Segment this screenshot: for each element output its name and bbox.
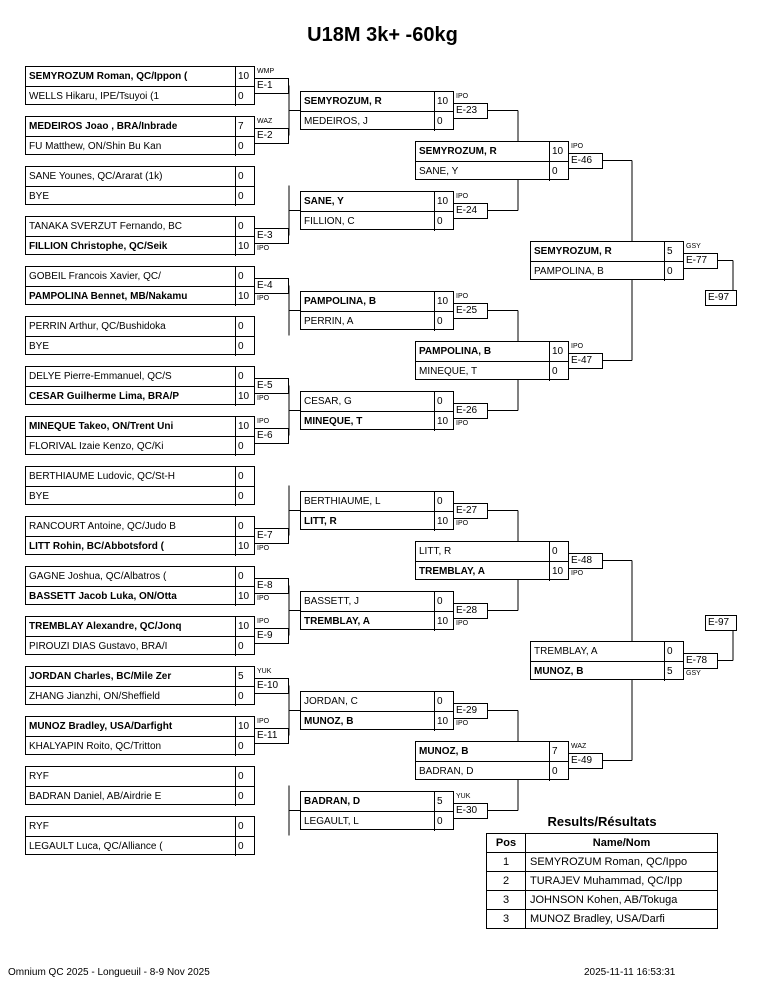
competitor-name: LEGAULT, L [304,816,359,827]
match-entry [415,341,569,380]
competitor-name: RYF [29,771,49,782]
footer-event: Omnium QC 2025 - Longueuil - 8-9 Nov 2025 [8,967,210,978]
competitor-slot [26,117,254,136]
competitor-score: 0 [664,262,683,281]
win-method-tag: IPO [456,192,469,200]
competitor-name: GOBEIL Francois Xavier, QC/ [29,271,161,282]
competitor-score: 0 [434,312,453,331]
competitor-name: BYE [29,491,50,502]
competitor-name: LITT, R [419,546,452,557]
win-method-tag: WAZ [571,742,587,750]
competitor-name: PERRIN, A [304,316,354,327]
competitor-score: 0 [235,317,254,336]
competitor-score: 0 [235,767,254,786]
result-name: JOHNSON Kohen, AB/Tokuga [526,891,718,910]
footer-timestamp: 2025-11-11 16:53:31 [584,967,676,978]
competitor-slot [301,292,453,311]
competitor-name: RANCOURT Antoine, QC/Judo B [29,521,176,532]
competitor-slot [301,511,453,531]
competitor-name: PAMPOLINA, B [419,346,492,357]
competitor-score: 0 [235,167,254,186]
win-method-tag: IPO [456,619,469,627]
competitor-score: 0 [235,837,254,856]
competitor-name: LEGAULT Luca, QC/Alliance ( [29,841,163,852]
results-row [487,910,718,929]
competitor-slot [531,242,683,261]
match-number: E-23 [453,103,488,119]
competitor-slot [416,161,568,181]
competitor-score: 7 [549,742,568,761]
competitor-score: 10 [235,587,254,606]
match-number: E-10 [254,678,289,694]
competitor-slot [26,667,254,686]
competitor-score: 10 [235,417,254,436]
match-number: E-49 [568,753,603,769]
match-number: E-5 [254,378,289,394]
competitor-score: 0 [549,162,568,181]
competitor-name: JORDAN Charles, BC/Mile Zer [29,671,172,682]
match-number: E-24 [453,203,488,219]
win-method-tag: IPO [456,519,469,527]
competitor-name: PAMPOLINA Bennet, MB/Nakamu [29,291,188,302]
competitor-slot [301,611,453,631]
competitor-slot [26,67,254,86]
competitor-name: TREMBLAY, A [534,646,598,657]
match-number: E-11 [254,728,289,744]
competitor-slot [416,542,568,561]
match-entry [25,116,255,155]
result-pos: 3 [487,910,526,929]
competitor-name: SANE Younes, QC/Ararat (1k) [29,171,163,182]
competitor-slot [26,586,254,606]
competitor-score: 0 [235,187,254,206]
competitor-score: 5 [664,662,683,681]
competitor-score: 0 [434,492,453,511]
competitor-score: 5 [434,792,453,811]
competitor-name: RYF [29,821,49,832]
competitor-name: WELLS Hikaru, IPE/Tsuyoi (1 [29,91,160,102]
competitor-score: 0 [235,367,254,386]
match-number: E-25 [453,303,488,319]
competitor-score: 0 [235,337,254,356]
competitor-slot [26,467,254,486]
competitor-score: 0 [235,137,254,156]
competitor-slot [26,186,254,206]
competitor-score: 10 [434,612,453,631]
competitor-slot [26,367,254,386]
competitor-slot [301,411,453,431]
competitor-score: 0 [235,437,254,456]
competitor-slot [26,717,254,736]
competitor-name: BADRAN, D [304,796,361,807]
result-name: MUNOZ Bradley, USA/Darfi [526,910,718,929]
match-entry [25,166,255,205]
match-number: E-97 [705,615,737,631]
competitor-slot [26,317,254,336]
competitor-slot [26,167,254,186]
results-header-pos: Pos [487,834,526,853]
match-number: E-48 [568,553,603,569]
win-method-tag: IPO [257,244,270,252]
competitor-slot [26,736,254,756]
competitor-slot [416,342,568,361]
match-number: E-47 [568,353,603,369]
competitor-name: TREMBLAY, A [419,566,485,577]
competitor-name: MUNOZ, B [419,746,469,757]
competitor-slot [301,392,453,411]
competitor-name: MUNOZ Bradley, USA/Darfight [29,721,173,732]
competitor-score: 0 [434,592,453,611]
results-row [487,853,718,872]
competitor-name: FILLION Christophe, QC/Seik [29,241,168,252]
competitor-slot [26,636,254,656]
competitor-score: 0 [434,112,453,131]
competitor-score: 0 [434,212,453,231]
competitor-name: JORDAN, C [304,696,358,707]
match-number: E-29 [453,703,488,719]
match-number: E-77 [683,253,718,269]
page-title: U18M 3k+ -60kg [307,24,458,46]
competitor-name: SEMYROZUM, R [419,146,497,157]
competitor-name: TREMBLAY Alexandre, QC/Jonq [29,621,182,632]
match-number: E-3 [254,228,289,244]
result-name: TURAJEV Muhammad, QC/Ipp [526,872,718,891]
competitor-name: LITT, R [304,516,337,527]
win-method-tag: IPO [257,417,270,425]
competitor-slot [301,192,453,211]
competitor-slot [301,792,453,811]
competitor-slot [26,336,254,356]
competitor-score: 10 [235,387,254,406]
win-method-tag: IPO [456,719,469,727]
match-entry [25,716,255,755]
competitor-slot [301,592,453,611]
competitor-score: 10 [434,412,453,431]
competitor-name: BERTHIAUME, L [304,496,381,507]
competitor-name: BASSETT Jacob Luka, ON/Otta [29,591,177,602]
competitor-slot [416,142,568,161]
match-entry [530,241,684,280]
competitor-slot [26,417,254,436]
match-entry [25,516,255,555]
match-entry [25,366,255,405]
win-method-tag: IPO [257,394,270,402]
win-method-tag: IPO [257,594,270,602]
match-entry [25,66,255,105]
match-number: E-9 [254,628,289,644]
competitor-name: CESAR, G [304,396,352,407]
competitor-name: FLORIVAL Izaie Kenzo, QC/Ki [29,441,164,452]
competitor-slot [26,267,254,286]
competitor-slot [26,136,254,156]
competitor-slot [26,686,254,706]
match-number: E-28 [453,603,488,619]
match-number: E-26 [453,403,488,419]
competitor-score: 0 [434,812,453,831]
competitor-slot [26,786,254,806]
win-method-tag: IPO [571,569,584,577]
match-number: E-6 [254,428,289,444]
match-number: E-46 [568,153,603,169]
match-number: E-1 [254,78,289,94]
competitor-slot [26,286,254,306]
competitor-slot [531,261,683,281]
match-number: E-8 [254,578,289,594]
competitor-score: 10 [549,142,568,161]
win-method-tag: IPO [456,419,469,427]
competitor-score: 0 [235,567,254,586]
competitor-name: MUNOZ, B [304,716,354,727]
competitor-score: 10 [235,287,254,306]
competitor-name: SANE, Y [304,196,344,207]
competitor-name: SANE, Y [419,166,459,177]
competitor-name: PAMPOLINA, B [304,296,377,307]
competitor-slot [26,836,254,856]
competitor-name: LITT Rohin, BC/Abbotsford ( [29,541,164,552]
competitor-name: CESAR Guilherme Lima, BRA/P [29,391,180,402]
result-name: SEMYROZUM Roman, QC/Ippo [526,853,718,872]
competitor-score: 0 [235,817,254,836]
competitor-score: 10 [235,617,254,636]
competitor-name: SEMYROZUM, R [304,96,382,107]
competitor-slot [301,492,453,511]
competitor-slot [531,642,683,661]
match-entry [300,91,454,130]
match-number: E-27 [453,503,488,519]
win-method-tag: YUK [456,792,471,800]
competitor-score: 0 [549,762,568,781]
match-entry [25,766,255,805]
match-entry [300,191,454,230]
competitor-name: PIROUZI DIAS Gustavo, BRA/I [29,641,168,652]
match-entry [300,591,454,630]
result-pos: 2 [487,872,526,891]
match-number: E-97 [705,290,737,306]
competitor-score: 0 [235,637,254,656]
competitor-name: FU Matthew, ON/Shin Bu Kan [29,141,162,152]
match-entry [25,316,255,355]
competitor-score: 0 [235,737,254,756]
competitor-slot [301,92,453,111]
results-title: Results/Résultats [547,814,657,829]
competitor-score: 0 [235,687,254,706]
match-number: E-78 [683,653,718,669]
competitor-score: 0 [549,542,568,561]
competitor-slot [26,517,254,536]
competitor-score: 5 [664,242,683,261]
competitor-name: KHALYAPIN Roito, QC/Tritton [29,741,162,752]
competitor-slot [416,761,568,781]
competitor-score: 0 [434,692,453,711]
win-method-tag: WAZ [257,117,273,125]
competitor-slot [301,811,453,831]
competitor-score: 10 [549,342,568,361]
competitor-name: PERRIN Arthur, QC/Bushidoka [29,321,166,332]
competitor-score: 10 [434,92,453,111]
competitor-name: GAGNE Joshua, QC/Albatros ( [29,571,167,582]
match-number: E-7 [254,528,289,544]
competitor-score: 10 [434,192,453,211]
results-row [487,872,718,891]
competitor-name: TANAKA SVERZUT Fernando, BC [29,221,183,232]
competitor-name: BERTHIAUME Ludovic, QC/St-H [29,471,175,482]
competitor-name: MEDEIROS, J [304,116,368,127]
win-method-tag: IPO [257,617,270,625]
competitor-name: DELYE Pierre-Emmanuel, QC/S [29,371,172,382]
competitor-score: 5 [235,667,254,686]
competitor-slot [26,536,254,556]
result-pos: 3 [487,891,526,910]
competitor-name: SEMYROZUM Roman, QC/Ippon ( [29,71,188,82]
competitor-name: BYE [29,191,50,202]
competitor-slot [26,436,254,456]
competitor-name: MUNOZ, B [534,666,584,677]
competitor-score: 0 [434,392,453,411]
competitor-score: 10 [549,562,568,581]
match-entry [415,141,569,180]
competitor-name: MEDEIROS Joao , BRA/Inbrade [29,121,178,132]
competitor-slot [301,111,453,131]
match-entry [415,741,569,780]
competitor-slot [301,311,453,331]
competitor-slot [26,86,254,106]
competitor-slot [301,711,453,731]
competitor-score: 0 [235,787,254,806]
competitor-score: 7 [235,117,254,136]
results-table [486,833,718,929]
match-entry [25,816,255,855]
result-pos: 1 [487,853,526,872]
win-method-tag: IPO [571,142,584,150]
competitor-slot [26,567,254,586]
competitor-score: 10 [434,712,453,731]
competitor-score: 10 [235,537,254,556]
competitor-score: 10 [434,292,453,311]
competitor-score: 0 [235,267,254,286]
competitor-name: BADRAN, D [419,766,474,777]
competitor-score: 10 [235,67,254,86]
competitor-name: MINEQUE Takeo, ON/Trent Uni [29,421,174,432]
match-entry [300,791,454,830]
competitor-name: FILLION, C [304,216,355,227]
win-method-tag: IPO [257,544,270,552]
match-entry [25,566,255,605]
match-entry [300,291,454,330]
match-entry [25,416,255,455]
match-entry [25,666,255,705]
win-method-tag: WMP [257,67,275,75]
competitor-slot [416,561,568,581]
win-method-tag: IPO [257,717,270,725]
competitor-name: ZHANG Jianzhi, ON/Sheffield [29,691,160,702]
competitor-score: 0 [235,467,254,486]
win-method-tag: IPO [257,294,270,302]
competitor-name: BASSETT, J [304,596,360,607]
match-entry [25,466,255,505]
competitor-score: 10 [235,717,254,736]
competitor-score: 0 [235,517,254,536]
win-method-tag: YUK [257,667,272,675]
match-entry [300,491,454,530]
match-entry [25,266,255,305]
competitor-slot [416,742,568,761]
win-method-tag: GSY [686,669,701,677]
win-method-tag: IPO [456,292,469,300]
competitor-slot [26,386,254,406]
competitor-name: MINEQUE, T [419,366,478,377]
competitor-slot [531,661,683,681]
competitor-score: 10 [235,237,254,256]
competitor-name: SEMYROZUM, R [534,246,612,257]
match-entry [300,391,454,430]
match-entry [300,691,454,730]
win-method-tag: IPO [456,92,469,100]
competitor-slot [416,361,568,381]
competitor-name: MINEQUE, T [304,416,363,427]
match-entry [415,541,569,580]
win-method-tag: IPO [571,342,584,350]
match-number: E-4 [254,278,289,294]
competitor-name: TREMBLAY, A [304,616,370,627]
competitor-slot [26,617,254,636]
competitor-score: 0 [549,362,568,381]
competitor-score: 0 [235,487,254,506]
competitor-name: PAMPOLINA, B [534,266,604,277]
match-entry [25,616,255,655]
competitor-score: 0 [235,217,254,236]
match-number: E-2 [254,128,289,144]
competitor-slot [26,767,254,786]
results-header-name: Name/Nom [526,834,718,853]
competitor-slot [26,817,254,836]
competitor-slot [301,211,453,231]
match-number: E-30 [453,803,488,819]
competitor-score: 0 [235,87,254,106]
competitor-slot [26,236,254,256]
competitor-slot [301,692,453,711]
win-method-tag: GSY [686,242,701,250]
competitor-slot [26,217,254,236]
results-row [487,891,718,910]
competitor-name: BADRAN Daniel, AB/Airdrie E [29,791,162,802]
competitor-score: 10 [434,512,453,531]
competitor-score: 0 [664,642,683,661]
results-header-row [487,834,718,853]
match-entry [530,641,684,680]
match-entry [25,216,255,255]
competitor-name: BYE [29,341,50,352]
competitor-slot [26,486,254,506]
